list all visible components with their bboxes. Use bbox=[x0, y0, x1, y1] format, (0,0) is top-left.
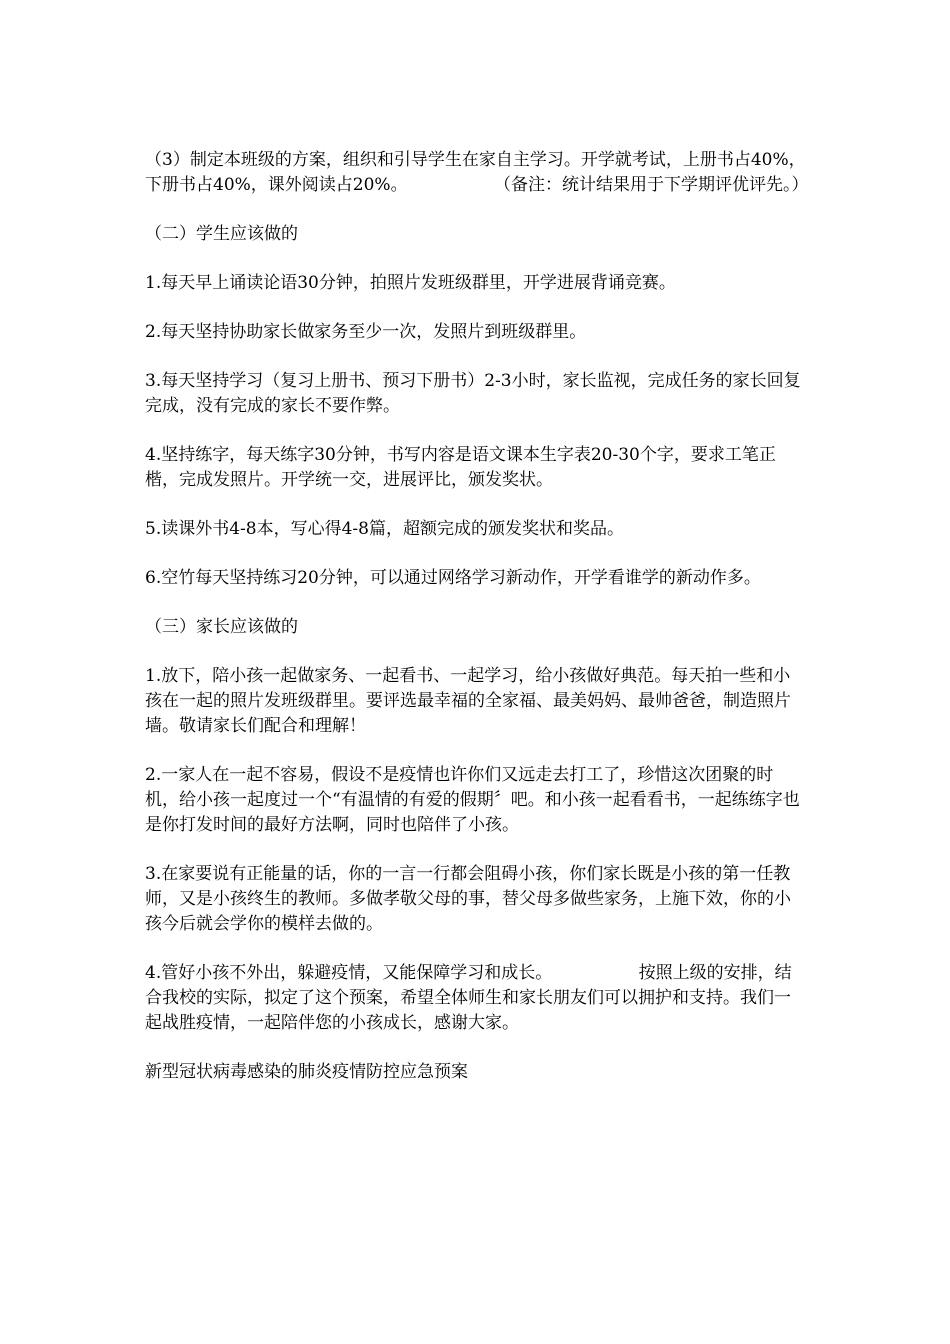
student-item-1: 1.每天早上诵读论语30分钟，拍照片发班级群里，开学进展背诵竞赛。 bbox=[145, 273, 676, 293]
parent-item-3: 3.在家要说有正能量的话，你的一言一行都会阻碍小孩，你们家长既是小孩的第一任教师，又是小孩终生的教师。多做孝敬父母的事，替父母多做些家务，上施下效，你的小孩今后就会学你的模样去做的。 bbox=[145, 864, 791, 934]
section-heading-parents: （三）家长应该做的 bbox=[145, 617, 298, 637]
section-heading-students: （二）学生应该做的 bbox=[145, 224, 298, 244]
student-item-2: 2.每天坚持协助家长做家务至少一次，发照片到班级群里。 bbox=[145, 322, 587, 342]
student-item-6: 6.空竹每天坚持练习20分钟，可以通过网络学习新动作，开学看谁学的新动作多。 bbox=[145, 568, 761, 588]
parent-item-1: 1.放下，陪小孩一起做家务、一起看书、一起学习，给小孩做好典范。每天拍一些和小孩在一起的照片发班级群里。要评选最幸福的全家福、最美妈妈、最帅爸爸，制造照片墙。敬请家长们配合和理解！ bbox=[145, 666, 791, 736]
document-body bbox=[145, 148, 807, 1109]
student-item-4: 4.坚持练字，每天练字30分钟，书写内容是语文课本生字表20-30个字，要求工笔正楷，完成发照片。开学统一交，进展评比，颁发奖状。 bbox=[145, 445, 776, 490]
student-item-3: 3.每天坚持学习（复习上册书、预习下册书）2-3小时，家长监视，完成任务的家长回复完成，没有完成的家长不要作弊。 bbox=[145, 371, 801, 416]
student-item-5: 5.读课外书4-8本，写心得4-8篇，超额完成的颁发奖状和奖品。 bbox=[145, 519, 624, 539]
document-title-next: 新型冠状病毒感染的肺炎疫情防控应急预案 bbox=[145, 1062, 468, 1082]
parent-item-2: 2.一家人在一起不容易，假设不是疫情也许你们又远走去打工了，珍惜这次团聚的时机，给小孩一起度过一个“有温情的有爱的假期〞吧。和小孩一起看看书，一起练练字也是你打发时间的最好方法啊，同时也陪伴了小孩。 bbox=[145, 765, 800, 835]
parent-item-4: 4.管好小孩不外出，躲避疫情，又能保障学习和成长。 按照上级的安排，结合我校的实际，拟定了这个预案，希望全体师生和家长朋友们可以拥护和支持。我们一起战胜疫情，一起陪伴您的小孩成长，感谢大家。 bbox=[145, 963, 792, 1033]
paragraph-class-plan: （3）制定本班级的方案，组织和引导学生在家自主学习。开学就考试，上册书占40%，下册书占40%，课外阅读占20%。 （备注：统计结果用于下学期评优评先。） bbox=[145, 150, 809, 195]
